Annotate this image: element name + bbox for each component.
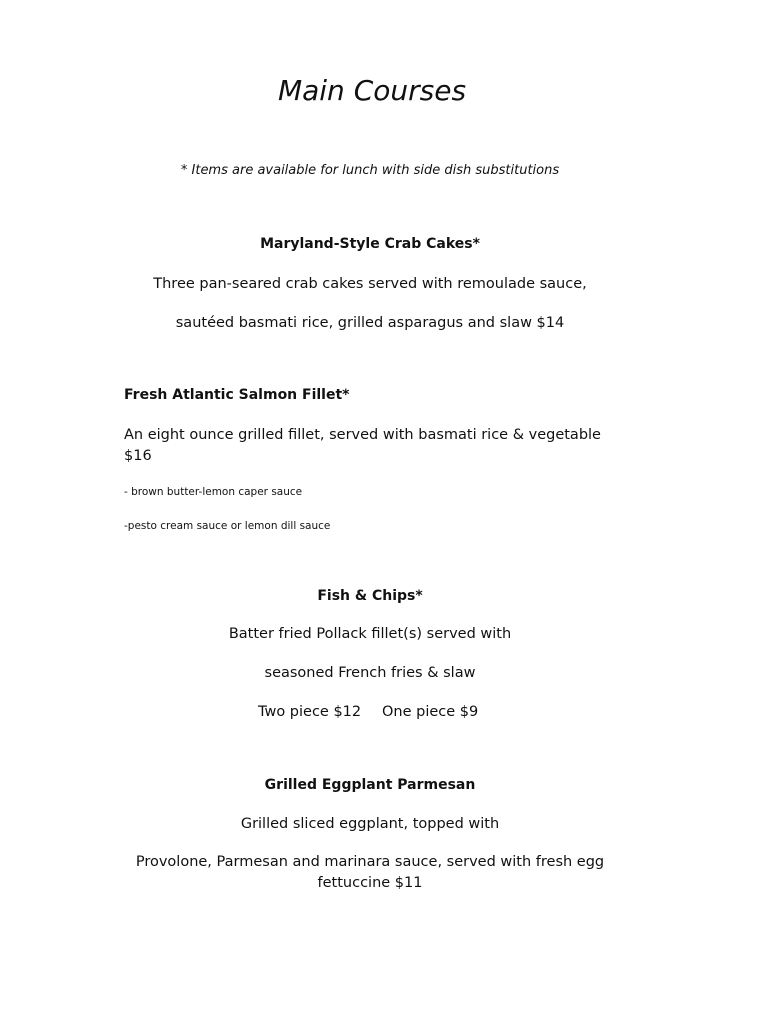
item-heading: Grilled Eggplant Parmesan (264, 777, 476, 793)
lunch-note: * Items are available for lunch with side dish substitutions (180, 163, 560, 178)
item-price: $16 (124, 448, 152, 464)
item-description-line: An eight ounce grilled fillet, served with basmati rice & vegetable (124, 427, 601, 443)
item-price: One piece $9 (382, 704, 479, 720)
item-price: fettuccine $11 (317, 875, 423, 891)
item-heading: Fresh Atlantic Salmon Fillet* (124, 387, 350, 403)
item-heading: Fish & Chips* (317, 588, 423, 604)
item-description-line: Three pan-seared crab cakes served with remoulade sauce, (153, 276, 587, 292)
item-price: Two piece $12 (258, 704, 362, 720)
item-description-line: sautéed basmati rice, grilled asparagus and slaw $14 (175, 315, 565, 331)
sauce-option: -pesto cream sauce or lemon dill sauce (124, 520, 331, 532)
page-title: Main Courses (277, 74, 467, 107)
item-description-line: seasoned French fries & slaw (264, 665, 476, 681)
item-heading: Maryland-Style Crab Cakes* (260, 236, 480, 252)
item-description-line: Batter fried Pollack fillet(s) served with (228, 626, 512, 642)
item-description-line: Provolone, Parmesan and marinara sauce, served with fresh egg (135, 854, 605, 870)
sauce-option: - brown butter-lemon caper sauce (124, 486, 303, 498)
item-description-line: Grilled sliced eggplant, topped with (240, 816, 500, 832)
